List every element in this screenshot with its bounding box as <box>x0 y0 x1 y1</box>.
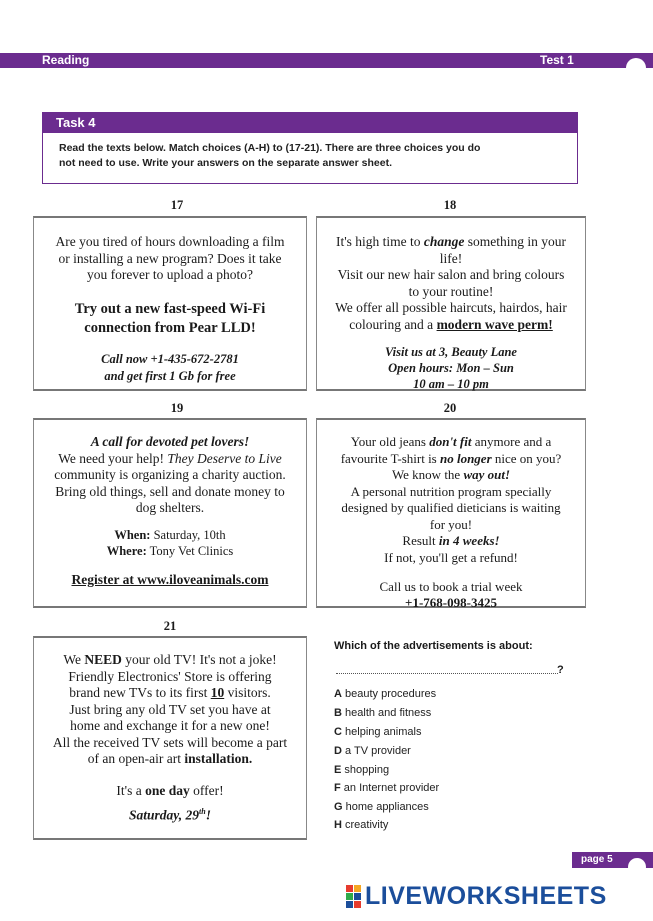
ad18-line: colouring and a modern wave perm! <box>349 316 553 332</box>
ad20-line: Your old jeans don't fit anymore and a <box>350 434 552 449</box>
page-corner-notch <box>628 858 646 876</box>
ad18-line: life! <box>439 250 463 266</box>
ad20-phone: +1-768-098-3425 <box>405 594 497 610</box>
ad-number-18: 18 <box>443 198 457 212</box>
ad17-headline: connection from Pear LLD! <box>84 320 256 336</box>
ad18-line: It's high time to change something in your <box>335 234 567 249</box>
option-h: H creativity <box>334 819 389 831</box>
ad-21 <box>33 636 307 840</box>
ad21-date: Saturday, 29th! <box>129 807 211 823</box>
ad17-line: or installing a new program? Does it take <box>58 250 282 266</box>
task-title: Task 4 <box>56 115 96 130</box>
task-instructions <box>59 141 559 171</box>
ad17-line: you forever to upload a photo? <box>86 267 254 282</box>
option-a: A beauty procedures <box>334 688 437 700</box>
option-f: F an Internet provider <box>334 782 440 794</box>
ad-18 <box>316 216 586 391</box>
ad21-offer: It's a one day offer! <box>116 783 224 798</box>
ad19-headline: A call for devoted pet lovers! <box>90 434 250 449</box>
ad20-contact: Call us to book a trial week <box>379 579 523 594</box>
ad-number-19: 19 <box>170 401 184 415</box>
option-c: C helping animals <box>334 726 422 738</box>
question-title: Which of the advertisements is about: <box>334 640 533 652</box>
question-mark: ? <box>557 664 564 676</box>
ad-19 <box>33 418 307 608</box>
ad19-line: community is organizing a charity auction. <box>54 467 286 482</box>
ad17-contact: Call now +1-435-672-2781 <box>101 352 239 366</box>
ad19-line: Bring old things, sell and donate money to <box>55 483 285 499</box>
section-title: Reading <box>42 53 90 67</box>
ad18-contact: 10 am – 10 pm <box>413 377 489 391</box>
ad18-line: to your routine! <box>408 283 494 299</box>
ad21-line: of an open-air art installation. <box>87 751 253 766</box>
ad19-line: We need your help! They Deserve to Live <box>58 450 282 466</box>
ad19-register-link[interactable]: Register at www.iloveanimals.com <box>71 572 269 587</box>
answer-line[interactable] <box>336 673 558 674</box>
ad20-line: A personal nutrition program specially <box>350 483 552 499</box>
ad20-line: We know the way out! <box>391 467 511 482</box>
ad20-line: If not, you'll get a refund! <box>384 549 518 565</box>
page-number: page 5 <box>581 854 613 865</box>
option-g: G home appliances <box>334 801 429 813</box>
header-corner-notch <box>626 58 646 78</box>
instructions-line-1: Read the texts below. Match choices (A-H) to (17-21). There are three choices you do <box>59 142 481 154</box>
liveworksheets-brand[interactable]: LIVEWORKSHEETS <box>365 882 607 910</box>
ad-17 <box>33 216 307 391</box>
ad21-line: All the received TV sets will become a part <box>52 734 288 750</box>
option-d: D a TV provider <box>334 745 411 757</box>
ad21-line: Just bring any old TV set you have at <box>69 701 271 717</box>
ad21-line: home and exchange it for a new one! <box>70 718 270 733</box>
ad20-line: Result in 4 weeks! <box>402 533 500 548</box>
task-box <box>42 112 578 184</box>
ad18-line: We offer all possible haircuts, hairdos, hair <box>335 300 567 315</box>
ad20-line: for you! <box>429 516 473 532</box>
option-b: B health and fitness <box>334 707 432 719</box>
ad21-line: brand new TVs to its first 10 visitors. <box>69 685 271 700</box>
ad20-line: designed by qualified dieticians is waiting <box>341 500 561 515</box>
ad17-line: Are you tired of hours downloading a film <box>55 234 285 249</box>
ad-20 <box>316 418 586 608</box>
ad17-contact: and get first 1 Gb for free <box>104 369 236 383</box>
ad18-line: Visit our new hair salon and bring colours <box>337 267 565 282</box>
ad19-when: When: Saturday, 10th <box>114 528 226 542</box>
test-label: Test 1 <box>540 53 574 67</box>
instructions-line-2: not need to use. Write your answers on the separate answer sheet. <box>59 157 392 169</box>
ad21-line: Friendly Electronics' Store is offering <box>68 668 272 684</box>
ad-number-17: 17 <box>170 198 184 212</box>
ad-number-20: 20 <box>443 401 457 415</box>
option-e: E shopping <box>334 764 390 776</box>
liveworksheets-logo-icon <box>346 885 362 909</box>
ad18-contact: Visit us at 3, Beauty Lane <box>385 345 517 359</box>
ad-number-21: 21 <box>163 619 177 633</box>
ad19-where: Where: Tony Vet Clinics <box>106 544 234 558</box>
ad21-line: We NEED your old TV! It's not a joke! <box>63 652 277 667</box>
ad17-headline: Try out a new fast-speed Wi-Fi <box>74 301 266 317</box>
ad19-line: dog shelters. <box>135 500 205 515</box>
ad18-contact: Open hours: Mon – Sun <box>388 361 514 375</box>
ad20-line: favourite T-shirt is no longer nice on you? <box>340 450 562 466</box>
task-header <box>43 113 577 133</box>
